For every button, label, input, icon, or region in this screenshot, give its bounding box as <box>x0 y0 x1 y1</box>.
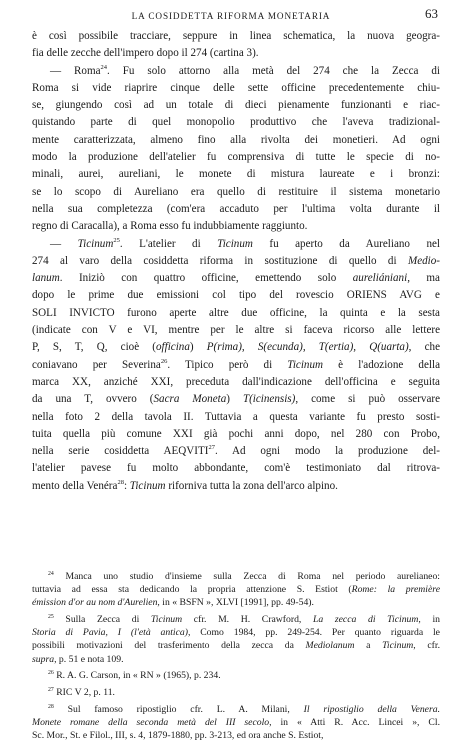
text-span: coniavano per Severina <box>32 358 161 371</box>
text-line <box>32 478 440 495</box>
text-line <box>32 270 440 287</box>
note-reference: 26 <box>48 670 54 677</box>
text-span: nella foto 2 della tavola II. Tuttavia a questa variante fu presto sosti- <box>32 410 440 423</box>
note-reference: 27 <box>208 444 215 452</box>
text-span: . Iniziò con quattro officine, emettendo solo <box>59 272 353 285</box>
text-span: SOLI INVICTO furono aperte altre due officine, la quinta e la sesta <box>32 306 440 319</box>
text-span: mente caratterizzata, almeno fino alla rivolta dei monetieri. Ad ogni <box>32 133 440 146</box>
text-span: l'atelier pavese fu molto abbondante, com'è testimoniato dal ritrova- <box>32 462 440 475</box>
text-line <box>32 443 440 460</box>
text-span: Sc. Mor., St. e Filol., III, s. 4, 1879-1880, pp. 3-213, ed ora anche S. Estiot, <box>32 730 324 742</box>
text-line <box>32 28 440 45</box>
text-span: Ticinum <box>150 614 183 626</box>
text-span: tuttavia ad essa sta dedicando la propria attenzione S. Estiot ( <box>32 584 352 596</box>
text-span: marca XX, anziché XXI, preceduta dall'indicazione dell'officina e seguita <box>32 375 440 388</box>
text-line <box>32 114 440 131</box>
text-span: Ticinum <box>382 640 414 652</box>
note-reference: 25 <box>48 614 54 621</box>
text-span: lanum <box>32 272 60 285</box>
text-line <box>32 80 440 97</box>
text-span: T(icinensis) <box>242 393 296 406</box>
note-reference: 28 <box>117 478 124 486</box>
text-line <box>32 409 440 426</box>
footnote <box>32 669 440 682</box>
text-line <box>32 339 440 356</box>
text-span: Sul famoso ripostiglio cfr. L. A. Milani, <box>53 703 304 715</box>
text-line <box>32 322 440 339</box>
text-span: , in « Atti R. Acc. Lincei », Cl. <box>269 716 440 728</box>
text-span: Medio- <box>407 254 440 267</box>
text-span: , cfr. <box>413 640 440 652</box>
footnotes <box>32 570 440 742</box>
footnote-line <box>32 653 440 666</box>
text-span: aureliániani <box>352 272 408 285</box>
text-span: a <box>354 640 383 652</box>
text-span: fia delle zecche dell'impero dopo il 274 (cartina 3). <box>32 47 259 60</box>
footnote-line <box>32 669 440 682</box>
text-line <box>32 132 440 149</box>
text-span: mento della Venéra <box>32 479 118 492</box>
text-span: nella sua completezza (com'era accaduto per l'ultima volta durante il <box>32 202 440 215</box>
text-span: . Fu solo attorno alla metà del 274 che la Zecca di <box>107 64 440 77</box>
footnote-line <box>32 716 440 729</box>
text-span: da una T, ovvero ( <box>32 393 154 406</box>
text-line <box>32 45 440 62</box>
text-span: Manca uno studio d'insieme sulla Zecca di Roma nel periodo aurelianeo: <box>53 571 440 582</box>
main-text <box>32 28 440 495</box>
text-span: ) <box>226 393 243 406</box>
text-span: R. A. G. Carson, in « RN » (1965), p. 234. <box>53 670 221 682</box>
note-reference: 24 <box>48 571 54 577</box>
text-span: fu aperto da Aureliano nel <box>252 237 440 250</box>
text-line <box>32 287 440 304</box>
text-line <box>32 166 440 183</box>
text-span: 274 al varo della cosiddetta riforma in sostituzione di quello di <box>32 254 408 267</box>
text-span: émission d'or au nom d'Aurelien <box>32 597 158 609</box>
text-span: RIC V 2, p. 11. <box>53 687 115 698</box>
text-span: Ticinum <box>129 479 166 492</box>
text-span: minali, aurei, aureliani, le monete di mistura laureate e i bronzi: <box>32 168 440 181</box>
text-span: regno di Caracalla), a Roma esso fu indubbiamente raggiunto. <box>32 220 308 233</box>
text-span: officina <box>156 341 190 354</box>
text-span: Mediolanum <box>305 640 355 652</box>
text-span: , come si può osservare <box>295 393 440 406</box>
text-span: Sulla Zecca di <box>53 614 151 626</box>
text-span: . Ad ogni modo la produzione del- <box>214 445 440 458</box>
text-span: supra <box>32 653 55 665</box>
text-span: P(rima), S(ecunda), T(ertia), Q(uarta) <box>206 341 409 354</box>
text-span: , p. 51 e nota 109. <box>54 653 124 665</box>
text-span: Ticinum <box>77 237 114 250</box>
note-reference: 28 <box>48 703 54 710</box>
text-span: . L'atelier di <box>119 237 218 250</box>
text-span: nella serie cosiddetta AEQVITI <box>32 445 209 458</box>
text-span: Roma si vide riaprire cinque delle sette officine precedentemente chiu- <box>32 81 440 94</box>
text-span: quistando parte di quel monopolio produttivo che l'aveva tradizional- <box>32 116 440 129</box>
text-span: Monete romane della seconda metà del III secolo <box>32 716 270 728</box>
text-span: Sacra Moneta <box>153 393 227 406</box>
text-line <box>32 97 440 114</box>
text-span: modo la produzione dell'atelier fu comprensiva di tutte le specie di no- <box>32 151 440 164</box>
text-span: (indicate con V e VI, mentre per le altre si faceva ricorso alle lettere <box>32 324 440 337</box>
text-line <box>32 201 440 218</box>
text-span: Ticinum <box>217 237 253 250</box>
text-span: possibili motivazioni del trasferimento della zecca da <box>32 640 306 652</box>
text-span: : <box>123 479 130 492</box>
text-span: Rome: la première <box>351 584 440 596</box>
text-span: se, giungendo così ad un totale di dieci pienamente funzionanti e riac- <box>32 99 440 112</box>
page-number: 63 <box>425 6 438 21</box>
text-line <box>32 305 440 322</box>
text-span: è l'adozione della <box>323 358 440 371</box>
footnote-line <box>32 583 440 596</box>
footnote <box>32 686 440 699</box>
text-span: P, S, T, Q, cioè ( <box>32 341 156 354</box>
text-span: , che <box>408 341 440 354</box>
text-line <box>32 253 440 270</box>
text-line <box>32 184 440 201</box>
text-span: , in « BSFN », XLVI [1991], pp. 49-54). <box>157 597 314 609</box>
footnote <box>32 613 440 666</box>
text-span: . Tipico però di <box>167 358 288 371</box>
text-span: — <box>50 237 78 250</box>
text-line <box>32 149 440 166</box>
text-line <box>32 63 440 80</box>
text-span: tuita quella più comune XXI già pochi anni dopo, nel 280 con Probo, <box>32 427 440 440</box>
text-span: Storia di Pavia, I (l'età antica) <box>32 627 188 639</box>
note-reference: 26 <box>160 357 168 365</box>
text-span: se lo scopo di Aureliano era quello di restituire il sistema monetario <box>32 185 440 198</box>
text-span: dopo le prime due emissioni col tipo del rovescio ORIENS AVG e <box>32 289 440 302</box>
note-reference: 27 <box>48 687 54 693</box>
text-span: , ma <box>407 272 440 285</box>
footnote-line <box>32 626 440 639</box>
text-line <box>32 374 440 391</box>
note-reference: 25 <box>113 236 120 244</box>
footnote-line <box>32 686 440 699</box>
text-span: , Como 1984, pp. 249-254. Per quanto riguarda le <box>187 627 440 639</box>
footnote-line <box>32 596 440 609</box>
footnote <box>32 703 440 743</box>
running-title: LA COSIDDETTA RIFORMA MONETARIA <box>131 11 331 21</box>
footnote <box>32 570 440 610</box>
text-span: è così possibile tracciare, seppure in linea schematica, la nuova geogra- <box>32 30 440 42</box>
text-line <box>32 391 440 408</box>
text-span: ) <box>189 341 207 354</box>
text-line <box>32 357 440 374</box>
text-line <box>32 426 440 443</box>
text-span: La zecca di Ticinum <box>312 614 419 626</box>
text-line <box>32 218 440 235</box>
footnote-line <box>32 613 440 626</box>
footnote-line <box>32 639 440 652</box>
note-reference: 24 <box>100 63 108 71</box>
text-line <box>32 460 440 477</box>
footnote-line <box>32 729 440 742</box>
footnote-line <box>32 570 440 583</box>
running-head <box>32 6 440 28</box>
text-span: cfr. M. H. Crawford, <box>182 614 313 626</box>
text-span: , in <box>418 614 440 626</box>
text-span: Il ripostiglio della Venera. <box>303 703 440 715</box>
text-span: riforniva tutta la zona dell'arco alpino. <box>165 479 338 492</box>
text-span: — Roma <box>50 64 101 77</box>
footnote-line <box>32 703 440 716</box>
text-span: Ticinum <box>287 358 324 371</box>
text-line <box>32 236 440 253</box>
